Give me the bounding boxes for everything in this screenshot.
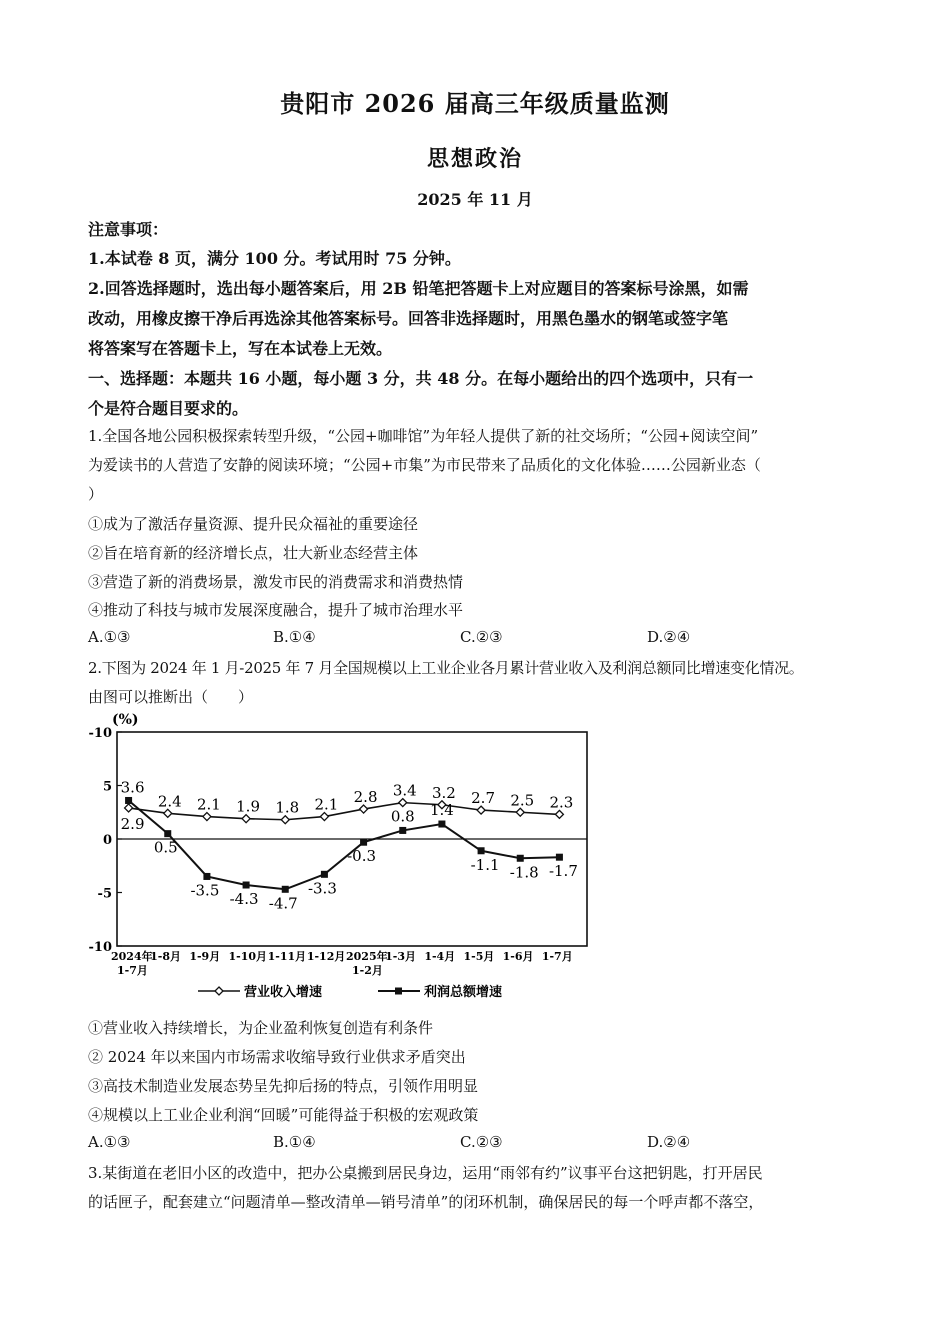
- notice-item-2-line1: 2.回答选择题时，选出每小题答案后，用 2B 铅笔把答题卡上对应题目的答案标号涂黑，如需: [88, 279, 749, 298]
- revenue-point: [399, 799, 407, 807]
- notice-item-2-line2: 改动，用橡皮擦干净后再选涂其他答案标号。回答非选择题时，用黑色墨水的钢笔或签字笔: [88, 309, 729, 328]
- profit-point: [478, 847, 485, 854]
- revenue-data-label: 2.3: [549, 793, 574, 812]
- revenue-point: [320, 813, 328, 821]
- q1-stem-line1: 1.全国各地公园积极探索转型升级，“公园+咖啡馆”为年轻人提供了新的社交场所；“公园+阅读空间”: [88, 427, 759, 445]
- profit-data-label: 3.6: [120, 778, 145, 797]
- x-tick-label: 1-12月: [306, 950, 346, 963]
- revenue-point: [281, 816, 289, 824]
- x-tick-label: 1-11月: [267, 950, 307, 963]
- q2-stem-line2: 由图可以推断出（ ）: [88, 688, 254, 706]
- revenue-point: [360, 805, 368, 813]
- q1-option-d: D.②④: [647, 628, 691, 646]
- x-tick-label: 1-6月: [502, 950, 534, 963]
- section-heading-line1: 一、选择题：本题共 16 小题，每小题 3 分，共 48 分。在每小题给出的四个选项中，只有一: [88, 369, 754, 388]
- y-tick-label: -5: [97, 886, 112, 902]
- profit-point: [282, 886, 289, 893]
- revenue-data-label: 1.8: [275, 798, 300, 817]
- exam-date: 2025 年 11 月: [417, 190, 533, 209]
- profit-data-label: -3.5: [190, 881, 220, 900]
- notice-item-2-line3: 将答案写在答题卡上，写在本试卷上无效。: [88, 339, 393, 358]
- legend-revenue-marker: [215, 987, 223, 995]
- revenue-data-label: 2.1: [314, 795, 339, 814]
- x-tick-label: 2024年: [111, 950, 153, 963]
- q1-statement-1: ①成为了激活存量资源、提升民众福祉的重要途径: [88, 515, 419, 533]
- section-heading-line2: 个是符合题目要求的。: [88, 399, 249, 418]
- revenue-data-label: 2.4: [157, 792, 182, 811]
- revenue-data-label: 2.1: [196, 795, 221, 814]
- revenue-point: [477, 806, 485, 814]
- notice-heading: 注意事项：: [88, 220, 169, 239]
- profit-data-label: -1.7: [548, 862, 578, 881]
- q1-statement-3: ③营造了新的消费场景，激发市民的消费需求和消费热情: [88, 573, 464, 591]
- legend-revenue-label: 营业收入增速: [244, 985, 323, 1000]
- revenue-data-label: 1.9: [236, 797, 261, 816]
- revenue-point: [516, 808, 524, 816]
- revenue-point: [164, 809, 172, 817]
- x-tick-label: 1-4月: [424, 950, 456, 963]
- profit-point: [125, 797, 132, 804]
- q1-statement-4: ④推动了科技与城市发展深度融合，提升了城市治理水平: [88, 601, 464, 619]
- profit-data-label: 0.8: [390, 807, 415, 826]
- q2-statement-2: ② 2024 年以来国内市场需求收缩导致行业供求矛盾突出: [88, 1048, 466, 1066]
- notice-item-1: 1.本试卷 8 页，满分 100 分。考试用时 75 分钟。: [88, 249, 461, 268]
- profit-point: [556, 854, 563, 861]
- profit-point: [399, 827, 406, 834]
- profit-data-label: -4.7: [268, 894, 298, 913]
- profit-data-label: -1.1: [470, 855, 500, 874]
- q1-option-b: B.①④: [273, 628, 316, 646]
- y-tick-label: 5: [102, 779, 112, 795]
- revenue-point: [555, 810, 563, 818]
- profit-point: [203, 873, 210, 880]
- y-axis-unit-label: (%): [112, 712, 139, 728]
- q1-statement-2: ②旨在培育新的经济增长点，壮大新业态经营主体: [88, 544, 419, 562]
- x-tick-label: 1-10月: [228, 950, 268, 963]
- revenue-point: [125, 804, 133, 812]
- q3-stem-line1: 3.某街道在老旧小区的改造中，把办公桌搬到居民身边，运用“雨邻有约”议事平台这把钥匙，打开居民: [88, 1164, 763, 1182]
- revenue-data-label: 2.9: [120, 814, 145, 833]
- revenue-point: [242, 815, 250, 823]
- profit-data-label: -1.8: [509, 863, 539, 882]
- profit-data-label: -0.3: [347, 847, 377, 866]
- revenue-data-label: 2.7: [471, 789, 496, 808]
- profit-point: [360, 839, 367, 846]
- profit-point: [517, 855, 524, 862]
- q2-option-b: B.①④: [273, 1133, 316, 1151]
- y-tick-label: -10: [88, 940, 112, 955]
- growth-line-chart: [86, 708, 606, 1008]
- x-tick-label-line2: 1-2月: [352, 964, 383, 977]
- x-tick-label: 1-7月: [541, 950, 573, 963]
- profit-point: [438, 821, 445, 828]
- profit-point: [321, 871, 328, 878]
- revenue-point: [203, 813, 211, 821]
- x-tick-label: 1-8月: [150, 950, 182, 963]
- revenue-data-label: 2.8: [353, 788, 378, 807]
- profit-data-label: 0.5: [153, 838, 178, 857]
- revenue-data-label: 2.5: [510, 791, 535, 810]
- q3-stem-line2: 的话匣子，配套建立“问题清单—整改清单—销号清单”的闭环机制，确保居民的每一个呼声都不落空，: [88, 1193, 764, 1211]
- x-tick-label: 2025年: [346, 950, 388, 963]
- exam-title: 贵阳市 2026 届高三年级质量监测: [280, 89, 670, 118]
- subject-title: 思想政治: [426, 146, 523, 172]
- profit-data-label: -4.3: [229, 890, 259, 909]
- revenue-data-label: 3.2: [431, 783, 456, 802]
- x-tick-label-line2: 1-7月: [117, 964, 148, 977]
- legend-profit-label: 利润总额增速: [424, 985, 503, 1000]
- chart-legend: [198, 984, 502, 1000]
- q2-option-d: D.②④: [647, 1133, 691, 1151]
- legend-profit-marker: [395, 988, 402, 995]
- q2-statement-3: ③高技术制造业发展态势呈先抑后扬的特点，引领作用明显: [88, 1077, 479, 1095]
- q2-stem-line1: 2.下图为 2024 年 1 月-2025 年 7 月全国规模以上工业企业各月累计营业收入及利润总额同比增速变化情况。: [88, 659, 804, 677]
- x-tick-label: 1-5月: [463, 950, 495, 963]
- q2-option-c: C.②③: [460, 1133, 503, 1151]
- q2-option-a: A.①③: [88, 1133, 131, 1151]
- q1-option-c: C.②③: [460, 628, 503, 646]
- revenue-data-label: 3.4: [392, 781, 417, 800]
- profit-point: [164, 830, 171, 837]
- profit-point: [243, 882, 250, 889]
- x-tick-label: 1-9月: [189, 950, 221, 963]
- q1-stem-line3: ）: [88, 485, 104, 503]
- q2-statement-4: ④规模以上工业企业利润“回暖”可能得益于积极的宏观政策: [88, 1106, 479, 1124]
- q2-statement-1: ①营业收入持续增长，为企业盈利恢复创造有利条件: [88, 1019, 434, 1037]
- x-tick-label: 1-3月: [385, 950, 417, 963]
- profit-data-label: 1.4: [429, 801, 454, 820]
- y-tick-label: 0: [102, 833, 112, 848]
- y-tick-label: -10: [88, 726, 112, 741]
- q1-stem-line2: 为爱读书的人营造了安静的阅读环境；“公园+市集”为市民带来了品质化的文化体验……公园新业态（: [88, 456, 761, 474]
- profit-data-label: -3.3: [307, 879, 337, 898]
- q1-option-a: A.①③: [88, 628, 131, 646]
